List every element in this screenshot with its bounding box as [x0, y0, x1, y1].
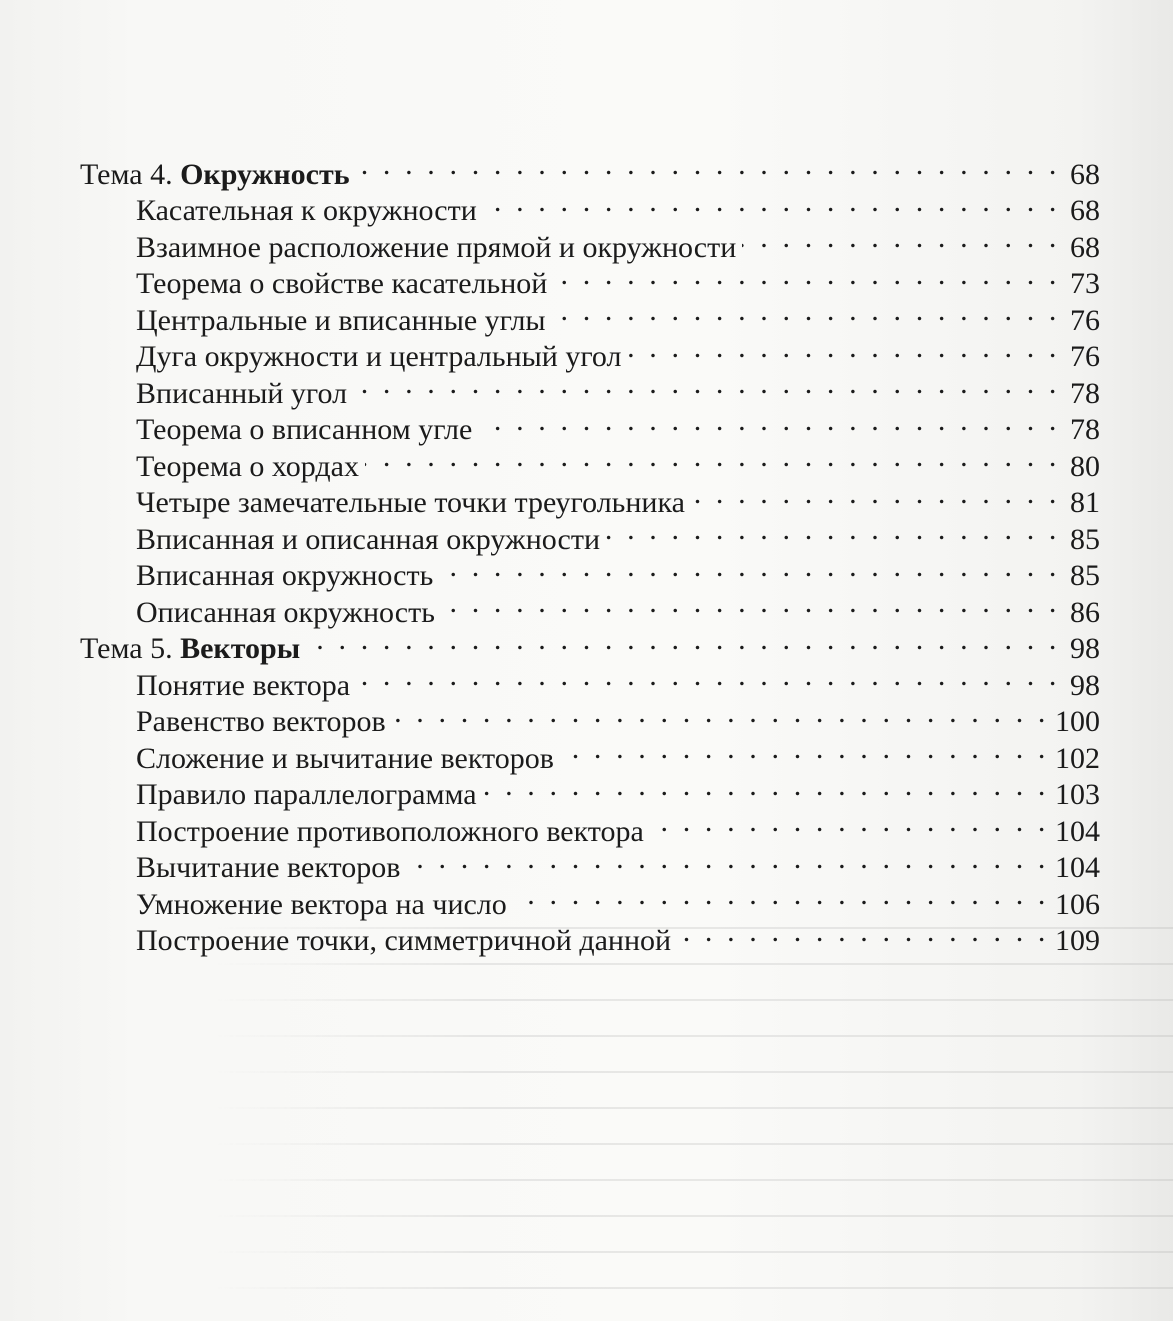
toc-entry-label: Сложение и вычитание векторов	[136, 741, 554, 775]
dot-leader	[441, 585, 1060, 622]
toc-page-number: 100	[1055, 705, 1100, 738]
toc-section-4-title: Окружность	[180, 157, 350, 191]
dot-leader	[552, 293, 1060, 330]
dot-leader	[691, 476, 1060, 513]
toc-entry-label: Вписанная и описанная окружности	[136, 522, 601, 556]
dot-leader	[483, 768, 1049, 805]
toc-entry-label: Теорема о вписанном угле	[136, 413, 473, 446]
toc-entry-label: Теорема о хордах	[136, 449, 359, 483]
toc-page-number: 85	[1070, 522, 1100, 556]
toc-page-number: 68	[1070, 230, 1100, 264]
toc-page-number: 81	[1070, 486, 1100, 519]
toc-page-number: 78	[1070, 413, 1100, 446]
dot-leader	[483, 184, 1060, 221]
dot-leader	[627, 330, 1060, 367]
dot-leader	[560, 731, 1049, 768]
toc-page-number: 76	[1070, 340, 1100, 373]
toc-entry-label: Умножение вектора на число	[136, 887, 507, 921]
dot-leader	[406, 841, 1049, 878]
toc-page-number: 85	[1070, 559, 1100, 592]
toc-page-number: 109	[1055, 924, 1100, 957]
toc-section-4-prefix: Тема 4.	[80, 157, 173, 191]
toc-section-5-heading	[80, 631, 300, 668]
toc-section-5-title: Векторы	[180, 632, 301, 665]
dot-leader	[392, 695, 1049, 732]
dot-leader	[513, 877, 1049, 914]
dot-leader	[742, 220, 1060, 257]
show-through-from-reverse	[0, 901, 1173, 1321]
toc-entry-label: Четыре замечательные точки треугольника	[136, 486, 685, 519]
toc-entry-label: Касательная к окружности	[136, 194, 477, 227]
toc-page-number: 78	[1070, 376, 1100, 410]
toc-page-number: 86	[1070, 595, 1100, 629]
toc-page-number: 73	[1070, 267, 1100, 300]
toc-page-number: 102	[1055, 741, 1100, 775]
toc-entry-label: Взаимное расположение прямой и окружности	[136, 230, 737, 264]
toc-entry-label: Дуга окружности и центральный угол	[136, 340, 622, 373]
toc-entry-label: Построение точки, симметричной данной	[136, 924, 672, 957]
dot-leader	[650, 804, 1049, 841]
dot-leader	[677, 914, 1049, 951]
toc-entry-label: Центральные и вписанные углы	[136, 303, 546, 337]
toc-page-number: 68	[1070, 194, 1100, 227]
toc-page-number: 98	[1070, 668, 1100, 702]
toc-entry-label: Понятие вектора	[136, 668, 351, 702]
toc-section-4-heading	[80, 157, 350, 194]
toc-page-number: 98	[1070, 632, 1100, 665]
dot-leader	[606, 512, 1060, 549]
toc-page-number: 76	[1070, 303, 1100, 337]
dot-leader	[439, 549, 1060, 586]
dot-leader	[306, 622, 1060, 659]
toc-section-5-prefix: Тема 5.	[80, 632, 173, 665]
toc-entry-label: Равенство векторов	[136, 705, 386, 738]
toc-page-number: 68	[1070, 157, 1100, 191]
toc-page-number: 106	[1055, 887, 1100, 921]
toc-entry-label: Вписанный угол	[136, 376, 348, 410]
table-of-contents	[80, 147, 1100, 957]
toc-entry-label: Вычитание векторов	[136, 851, 401, 884]
toc-entry-label: Вписанная окружность	[136, 559, 434, 592]
toc-entry-label: Теорема о свойстве касательной	[136, 267, 548, 300]
dot-leader	[356, 147, 1060, 184]
dot-leader	[356, 658, 1060, 695]
toc-entry-label: Построение противоположного вектора	[136, 814, 644, 848]
toc-entry-label: Описанная окружность	[136, 595, 435, 629]
toc-page-number: 104	[1055, 814, 1100, 848]
toc-section-4	[80, 147, 1100, 191]
dot-leader	[553, 257, 1060, 294]
dot-leader	[365, 439, 1060, 476]
toc-page-number: 103	[1055, 778, 1100, 811]
toc-page-number: 104	[1055, 851, 1100, 884]
toc-entry-label: Правило параллелограмма	[136, 778, 477, 811]
toc-page-number: 80	[1070, 449, 1100, 483]
dot-leader	[353, 366, 1060, 403]
dot-leader	[478, 403, 1060, 440]
